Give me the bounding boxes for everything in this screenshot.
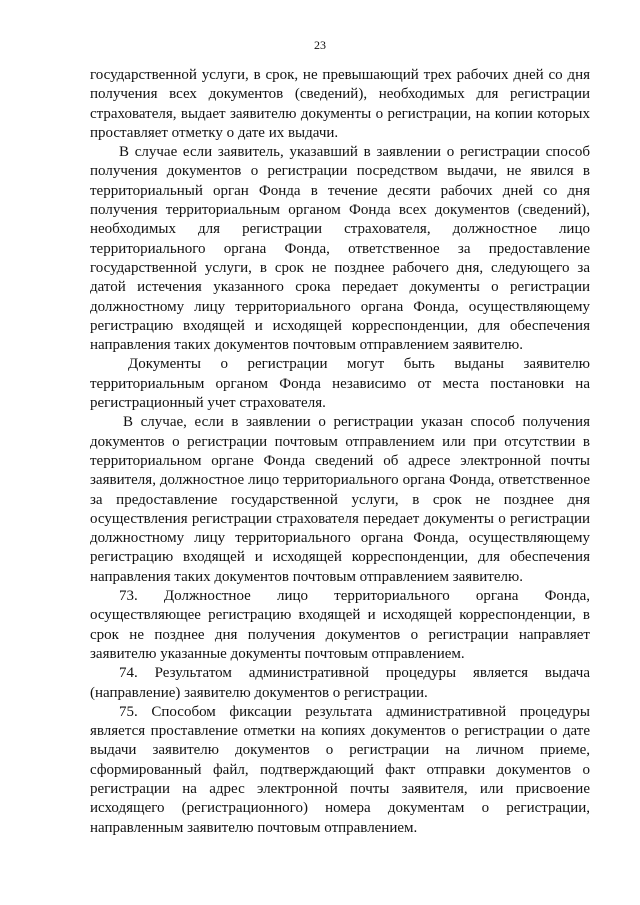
- paragraph-item-75: 75. Способом фиксации результата административной процедуры является проставление отметки на копиях документов о регистрации о дате выдачи заявителю документов о регистрации на личном приеме, сформированный файл, подтверждающий факт отправки документов о регистрации на адрес электронной почты заявителя, или присвоение исходящего (регистрационного) номера документам о регистрации, направленным заявителю почтовым отправлением.: [90, 703, 590, 836]
- paragraph-item-73: 73. Должностное лицо территориального органа Фонда, осуществляющее регистрацию входящей и исходящей корреспонденции, в срок не позднее дня получения документов о регистрации направляет заявителю указанные документы почтовым отправлением.: [90, 588, 590, 662]
- paragraph-non-appearance: В случае если заявитель, указавший в заявлении о регистрации способ получения документов о регистрации посредством выдачи, не явился в территориальный орган Фонда в течение десяти рабочих дней со дня получения территориальным органом Фонда всех документов (сведений), необходимых для регистрации страхователя, должностное лицо территориального органа Фонда, ответственное за предоставление государственной услуги, в срок не позднее рабочего дня, следующего за датой истечения указанного срока передает документы о регистрации должностному лицу территориального органа Фонда, осуществляющему регистрацию входящей и исходящей корреспонденции, для обеспечения направления таких документов почтовым отправлением заявителю.: [90, 144, 590, 354]
- document-body: [90, 66, 590, 838]
- paragraph-continuation: государственной услуги, в срок, не превышающий трех рабочих дней со дня получения всех документов (сведений), необходимых для регистрации страхователя, выдает заявителю документы о регистрации, на копии которых проставляет отметку о дате их выдачи.: [90, 67, 590, 141]
- paragraph-item-74: 74. Результатом административной процедуры является выдача (направление) заявителю документов о регистрации.: [90, 665, 590, 701]
- paragraph-postal-delivery: В случае, если в заявлении о регистрации указан способ получения документов о регистрации почтовым отправлением или при отсутствии в территориальном органе Фонда сведений об адресе электронной почты заявителя, должностное лицо территориального органа Фонда, ответственное за предоставление государственной услуги, в срок не позднее дня осуществления регистрации страхователя передает документы о регистрации должностному лицу территориального органа Фонда, осуществляющему регистрацию входящей и исходящей корреспонденции, для обеспечения направления таких документов почтовым отправлением заявителю.: [90, 414, 590, 585]
- paragraph-independent-issuance: Документы о регистрации могут быть выданы заявителю территориальным органом Фонда независимо от места постановки на регистрационный учет страхователя.: [90, 356, 590, 412]
- page-number: 23: [314, 38, 326, 52]
